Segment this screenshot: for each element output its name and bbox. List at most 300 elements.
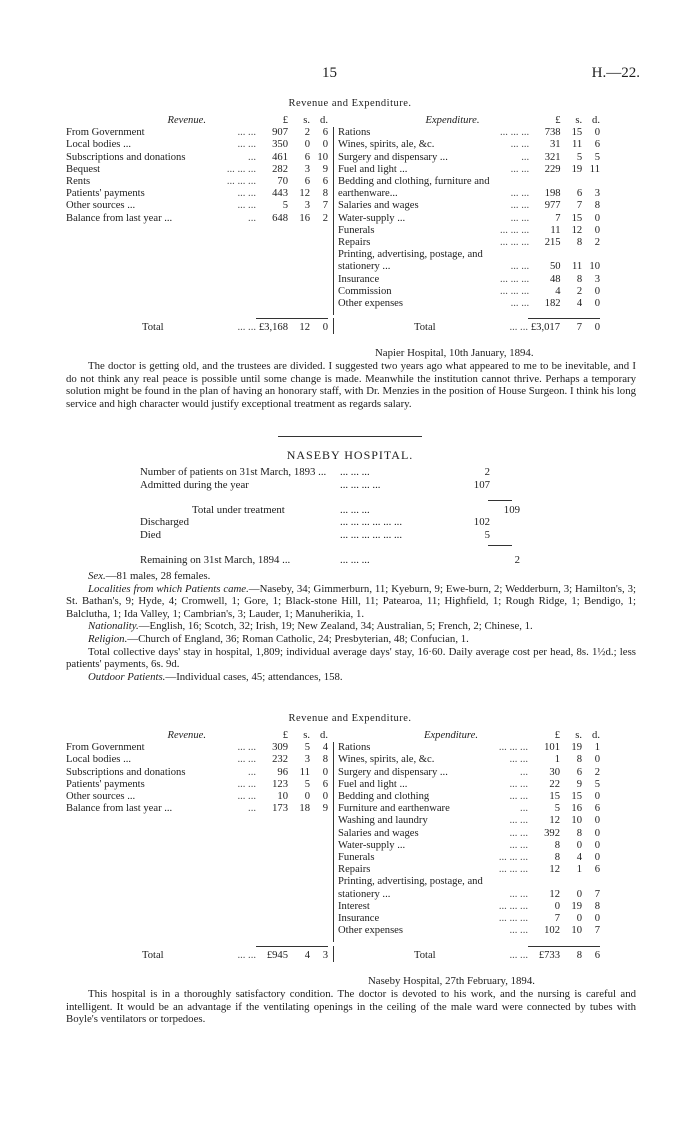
amount-pence: 1	[594, 742, 600, 754]
leader-dots: ... ...	[237, 778, 256, 790]
amount-pence	[582, 249, 600, 261]
amount-pounds: 443	[272, 188, 288, 200]
amount-pounds: £3,168	[258, 322, 288, 333]
amount-pence: 0	[322, 322, 328, 333]
leader-dots	[340, 491, 460, 504]
money-unit-heading: d.	[592, 115, 600, 126]
amount-shillings: 4	[576, 852, 582, 864]
outdoor-text: —Individual cases, 45; attendances, 158.	[165, 670, 343, 683]
expenditure-total-row	[338, 950, 600, 962]
revenue-heading-row	[66, 730, 328, 742]
leader-dots: ... ... ...	[498, 913, 528, 925]
money-unit-heading: £	[282, 115, 288, 126]
expenditure-heading-row	[338, 730, 600, 742]
stat-total	[490, 542, 520, 555]
leader-dots: ... ... ...	[500, 237, 530, 249]
amount-shillings: 3	[304, 200, 310, 212]
amount-pence: 6	[594, 864, 600, 876]
amount-pence: 0	[594, 224, 600, 236]
expenditure-row	[338, 828, 600, 840]
amount-shillings: 2	[304, 127, 310, 139]
expenditure-label: Salaries and wages	[338, 827, 419, 839]
expenditure-label: Water-supply ...	[338, 212, 406, 224]
expenditure-label: stationery ...	[338, 888, 391, 900]
revenue-table-1	[66, 115, 328, 225]
stat-label	[140, 542, 340, 555]
leader-dots	[490, 249, 530, 261]
expenditure-heading: Expenditure.	[425, 115, 480, 126]
amount-shillings: 15	[571, 127, 583, 139]
expenditure-label: Repairs	[338, 237, 371, 249]
revenue-row	[66, 200, 328, 212]
amount-shillings: 7	[576, 200, 583, 212]
expenditure-table-2	[338, 730, 600, 937]
revenue-row	[66, 127, 328, 139]
amount-shillings: 0	[576, 888, 582, 900]
money-unit-heading: £	[555, 115, 561, 126]
amount-shillings: 0	[304, 791, 310, 803]
revenue-total-label: Total	[142, 322, 164, 333]
stat-label	[140, 491, 340, 504]
expenditure-label: Rations	[338, 742, 371, 754]
leader-dots: ... ...	[237, 950, 256, 961]
signature-napier: Napier Hospital, 10th January, 1894.	[375, 347, 534, 359]
column-divider-1	[333, 127, 334, 315]
amount-pence: 5	[594, 151, 600, 163]
sex-text: —81 males, 28 females.	[105, 570, 211, 582]
outdoor-label: Outdoor Patients.	[88, 670, 166, 683]
amount-pence: 8	[322, 754, 328, 766]
stat-row	[140, 504, 520, 517]
signature-naseby: Naseby Hospital, 27th February, 1894.	[368, 975, 535, 987]
amount-pounds: 101	[544, 742, 560, 754]
expenditure-row	[338, 249, 600, 261]
revenue-row	[66, 152, 328, 164]
expenditure-label: Washing and laundry	[338, 815, 428, 827]
expenditure-row	[338, 815, 600, 827]
leader-dots: ... ...	[237, 139, 256, 151]
expenditure-heading-row	[338, 115, 600, 127]
expenditure-row	[338, 852, 600, 864]
revenue-total-1	[66, 322, 328, 334]
leader-dots: ...	[520, 803, 528, 815]
expenditure-label: Wines, spirits, ale, &c.	[338, 139, 435, 151]
amount-shillings	[561, 249, 583, 261]
expenditure-label: Insurance	[338, 913, 380, 925]
amount-shillings: 3	[304, 163, 310, 175]
money-unit-heading: s.	[303, 115, 310, 126]
expenditure-row	[338, 767, 600, 779]
revenue-row	[66, 767, 328, 779]
expenditure-row	[338, 901, 600, 913]
revenue-label: Patients' payments	[66, 188, 145, 200]
revenue-row	[66, 176, 328, 188]
leader-dots: ... ...	[509, 925, 528, 937]
leader-dots: ... ...	[237, 791, 256, 803]
leader-dots: ... ...	[509, 754, 528, 766]
money-unit-heading: s.	[575, 115, 583, 126]
leader-dots: ... ... ... ... ... ...	[340, 516, 403, 529]
amount-shillings: 11	[572, 261, 583, 273]
money-unit-heading: £	[282, 730, 288, 741]
leader-dots: ... ...	[509, 791, 528, 803]
stat-total	[490, 479, 520, 492]
amount-pounds: 173	[272, 803, 288, 815]
leader-dots: ... ...	[237, 754, 256, 766]
section-separator	[278, 436, 422, 437]
leader-dots: ... ...	[509, 322, 528, 333]
amount-pounds: 102	[544, 925, 560, 937]
amount-pounds: 738	[544, 127, 561, 139]
amount-shillings: 4	[576, 298, 583, 310]
stat-value: 2	[484, 466, 490, 478]
revenue-label: Local bodies ...	[66, 754, 132, 766]
money-unit-heading: d.	[320, 730, 328, 741]
expenditure-label: Fuel and light ...	[338, 778, 408, 790]
revenue-label: From Government	[66, 127, 145, 139]
expenditure-row	[338, 237, 600, 249]
stat-value: 5	[484, 528, 490, 541]
amount-pounds: 4	[555, 285, 561, 297]
amount-pounds: 1	[554, 754, 560, 766]
expenditure-label: Printing, advertising, postage, and	[338, 249, 483, 261]
amount-shillings: 6	[304, 151, 310, 163]
amount-pence: 0	[594, 285, 600, 297]
stat-total	[490, 466, 520, 479]
page-header	[0, 64, 700, 84]
leader-dots: ... ...	[510, 200, 530, 212]
stat-value	[460, 542, 490, 555]
revenue-heading-row	[66, 115, 328, 127]
leader-dots: ... ... ...	[498, 864, 528, 876]
expenditure-label: Water-supply ...	[338, 839, 406, 851]
revenue-heading: Revenue.	[167, 115, 206, 126]
revenue-label: Balance from last year ...	[66, 212, 173, 224]
expenditure-row	[338, 213, 600, 225]
revenue-row	[66, 213, 328, 225]
expenditure-label: Surgery and dispensary ...	[338, 151, 448, 163]
naseby-details	[66, 570, 636, 683]
amount-pence: 7	[594, 925, 600, 937]
stat-total: 109	[503, 503, 520, 516]
amount-pence: 0	[594, 791, 600, 803]
amount-pounds: 648	[272, 212, 288, 224]
amount-shillings: 8	[576, 754, 582, 766]
revenue-total-label: Total	[142, 950, 164, 961]
amount-shillings: 9	[576, 778, 582, 790]
amount-pence: 0	[594, 127, 600, 139]
amount-pounds: 8	[554, 839, 560, 851]
amount-pounds: 461	[272, 151, 288, 163]
expenditure-label: Fuel and light ...	[338, 163, 408, 175]
amount-pounds: 30	[549, 766, 560, 778]
amount-pence: 0	[594, 298, 600, 310]
leader-dots: ... ... ...	[340, 466, 370, 478]
expenditure-label: Surgery and dispensary ...	[338, 766, 448, 778]
amount-pounds: 198	[544, 188, 561, 200]
amount-pence: 0	[322, 139, 328, 151]
leader-dots: ... ... ...	[340, 554, 370, 567]
stat-total	[490, 491, 520, 504]
stat-total	[490, 516, 520, 529]
leader-dots: ... ...	[510, 261, 530, 273]
amount-pence: 2	[594, 237, 600, 249]
expenditure-total-2	[338, 950, 600, 962]
amount-pence: 8	[594, 900, 600, 912]
expenditure-label: stationery ...	[338, 261, 391, 273]
expenditure-total-label: Total	[414, 322, 436, 333]
leader-dots: ... ...	[237, 200, 256, 212]
expenditure-row	[338, 274, 600, 286]
amount-shillings: 8	[576, 950, 582, 961]
amount-pence: 0	[322, 766, 328, 778]
revenue-total-2	[66, 950, 328, 962]
revenue-table-2	[66, 730, 328, 815]
stat-value	[460, 504, 490, 517]
amount-shillings: 18	[299, 803, 310, 815]
amount-shillings: 12	[299, 322, 310, 333]
amount-pounds: 7	[555, 212, 561, 224]
religion-text: —Church of England, 36; Roman Catholic, 24; Presbyterian, 48; Confucian, 1.	[127, 632, 469, 645]
leader-dots: ... ... ...	[226, 163, 256, 175]
revenue-heading: Revenue.	[167, 730, 206, 741]
money-unit-heading: d.	[592, 730, 600, 741]
amount-pence: 7	[322, 200, 328, 212]
money-unit-heading: s.	[303, 730, 310, 741]
expenditure-row	[338, 139, 600, 151]
revenue-expenditure-title-1: Revenue and Expenditure.	[288, 98, 412, 109]
stat-value	[460, 491, 490, 504]
revenue-row	[66, 754, 328, 766]
leader-dots: ... ...	[509, 888, 528, 900]
column-divider-total-1	[333, 318, 334, 334]
amount-shillings: 0	[576, 913, 582, 925]
total-rule-exp-2	[528, 946, 600, 947]
amount-pounds: £945	[266, 950, 288, 961]
amount-pounds: 215	[544, 237, 561, 249]
stat-row	[140, 542, 520, 555]
leader-dots: ... ... ...	[500, 285, 530, 297]
naseby-hospital-title: NASEBY HOSPITAL.	[286, 448, 414, 462]
amount-pounds: 96	[277, 766, 288, 778]
amount-pounds	[528, 876, 560, 888]
expenditure-label: Other expenses	[338, 298, 404, 310]
expenditure-label: Funerals	[338, 852, 375, 864]
money-unit-heading: s.	[575, 730, 582, 741]
leader-dots: ... ... ...	[500, 127, 530, 139]
amount-shillings: 7	[576, 322, 582, 333]
amount-shillings: 2	[576, 285, 583, 297]
amount-pence: 8	[322, 188, 328, 200]
naseby-commentary: This hospital is in a thoroughly satisfactory condition. The doctor is devoted to his work, and the nursing is careful and intelligent. It would be an advantage if the ventilating openings in the ceiling of the male ward were connected by tubes with Boyle's ventilators or torpedoes.	[66, 988, 636, 1026]
leader-dots: ... ...	[509, 827, 528, 839]
stat-value: 102	[473, 516, 490, 529]
amount-shillings	[560, 876, 582, 888]
leader-dots: ...	[248, 766, 256, 778]
expenditure-row	[338, 200, 600, 212]
leader-dots: ...	[521, 151, 530, 163]
amount-shillings: 11	[299, 766, 310, 778]
amount-shillings: 3	[304, 754, 310, 766]
page-number: 15	[322, 65, 337, 81]
expenditure-row	[338, 864, 600, 876]
amount-pounds: 15	[549, 791, 560, 803]
amount-pounds: 321	[544, 151, 561, 163]
leader-dots	[488, 876, 528, 888]
expenditure-label: Bedding and clothing, furniture and	[338, 176, 490, 188]
revenue-total-row	[66, 950, 328, 962]
amount-pounds: 31	[550, 139, 561, 151]
revenue-row	[66, 742, 328, 754]
amount-pounds: 5	[282, 200, 288, 212]
stat-label: Admitted during the year	[140, 478, 249, 491]
amount-shillings: 5	[304, 742, 310, 754]
leader-dots: ... ... ... ...	[340, 478, 381, 491]
amount-pence: 6	[322, 176, 328, 188]
amount-pence: 0	[594, 839, 600, 851]
amount-pounds: 50	[550, 261, 561, 273]
amount-shillings: 11	[572, 139, 583, 151]
amount-shillings: 15	[571, 212, 583, 224]
stat-row	[140, 516, 520, 529]
expenditure-row	[338, 127, 600, 139]
leader-dots: ... ... ... ... ... ...	[340, 528, 403, 541]
amount-pence: 11	[589, 163, 600, 175]
amount-pounds: £3,017	[530, 322, 560, 333]
amount-pounds: 22	[549, 778, 560, 790]
amount-pounds: 309	[272, 742, 288, 754]
leader-dots: ... ...	[237, 742, 256, 754]
revenue-row	[66, 791, 328, 803]
amount-pounds	[529, 176, 560, 188]
expenditure-row	[338, 925, 600, 937]
stat-row	[140, 529, 520, 542]
amount-pounds: 11	[550, 224, 561, 236]
amount-pounds: 10	[277, 791, 288, 803]
leader-dots: ... ... ...	[500, 273, 530, 285]
leader-dots	[340, 542, 460, 555]
stats-rule-2	[488, 545, 512, 546]
amount-shillings: 6	[304, 176, 310, 188]
amount-pence: 2	[322, 212, 328, 224]
expenditure-label: Funerals	[338, 224, 375, 236]
amount-pence: 6	[594, 139, 600, 151]
total-rule-rev-1	[256, 318, 328, 319]
stat-total	[490, 529, 520, 542]
amount-shillings: 15	[571, 791, 582, 803]
expenditure-row	[338, 261, 600, 273]
amount-pence: 6	[322, 127, 328, 139]
amount-shillings: 8	[576, 827, 582, 839]
amount-pence	[582, 876, 600, 888]
revenue-label: Subscriptions and donations	[66, 766, 186, 778]
amount-pence: 0	[594, 212, 600, 224]
amount-pence: 0	[594, 754, 600, 766]
expenditure-heading: Expenditure.	[423, 730, 478, 741]
expenditure-label: Insurance	[338, 273, 380, 285]
amount-shillings: 0	[304, 139, 310, 151]
amount-shillings: 8	[576, 273, 583, 285]
leader-dots: ... ...	[237, 322, 256, 333]
expenditure-row	[338, 225, 600, 237]
expenditure-label: Repairs	[338, 864, 371, 876]
amount-pence	[582, 176, 600, 188]
stats-rule-1	[488, 500, 512, 501]
leader-dots: ... ... ...	[498, 852, 528, 864]
revenue-expenditure-title-2: Revenue and Expenditure.	[288, 713, 412, 724]
nationality-text: —English, 16; Scotch, 32; Irish, 19; New Zealand, 34; Australian, 5; French, 2; Chinese, 1.	[138, 620, 533, 633]
leader-dots: ... ...	[509, 839, 528, 851]
amount-pence: 7	[594, 888, 600, 900]
expenditure-total-label: Total	[414, 950, 436, 961]
revenue-row	[66, 803, 328, 815]
leader-dots	[490, 176, 530, 188]
stat-label: Discharged	[140, 516, 189, 529]
amount-pounds: 907	[272, 127, 288, 139]
amount-pounds: 392	[544, 827, 560, 839]
stat-row	[140, 554, 520, 567]
leader-dots: ...	[248, 212, 256, 224]
amount-pounds: 0	[554, 900, 560, 912]
amount-shillings: 16	[299, 212, 310, 224]
amount-shillings: 1	[576, 864, 582, 876]
leader-dots: ... ...	[510, 298, 530, 310]
napier-commentary: The doctor is getting old, and the trustees are divided. I suggested two years ago what appeared to me to be inevitable, and I do not think any real peace is possible until some change is made. Meanwhile the institution cannot thrive. Perhaps a temporary solution might be found in the plan of having an honorary staff, with Dr. Menzies in the position of House Surgeon. I think his long service and high character would justify exceptional treatment as regards salary.	[66, 360, 636, 410]
amount-pounds: 5	[554, 803, 560, 815]
leader-dots: ... ...	[509, 778, 528, 790]
amount-shillings: 19	[571, 742, 582, 754]
expenditure-row	[338, 298, 600, 310]
stat-value	[460, 554, 490, 567]
amount-pounds: 12	[549, 888, 560, 900]
amount-shillings: 10	[571, 815, 582, 827]
expenditure-label: Rations	[338, 127, 371, 139]
amount-pence: 3	[594, 188, 600, 200]
amount-pounds: 977	[544, 200, 561, 212]
expenditure-row	[338, 188, 600, 200]
amount-pence: 9	[322, 163, 328, 175]
stat-row	[140, 466, 520, 479]
expenditure-label: Salaries and wages	[338, 200, 419, 212]
leader-dots: ... ...	[237, 127, 256, 139]
nationality-label: Nationality.	[88, 620, 139, 633]
amount-pence: 9	[322, 803, 328, 815]
amount-pounds: 232	[272, 754, 288, 766]
stat-label: Total under treatment	[192, 503, 285, 516]
expenditure-row	[338, 876, 600, 888]
amount-pounds: 12	[549, 864, 560, 876]
stat-label: Remaining on 31st March, 1894 ...	[140, 554, 291, 567]
expenditure-row	[338, 913, 600, 925]
amount-pence: 0	[322, 791, 328, 803]
amount-shillings: 8	[576, 237, 583, 249]
stat-value: 107	[473, 478, 490, 491]
amount-pence: 3	[322, 950, 328, 961]
amount-pence: 4	[322, 742, 328, 754]
amount-pounds: 70	[277, 176, 288, 188]
leader-dots: ... ... ...	[226, 176, 256, 188]
revenue-row	[66, 779, 328, 791]
amount-pounds	[529, 249, 560, 261]
amount-shillings: 6	[576, 188, 583, 200]
patient-statistics-table	[140, 466, 520, 567]
expenditure-label: Commission	[338, 285, 392, 297]
expenditure-label: Printing, advertising, postage, and	[338, 876, 483, 888]
leader-dots: ...	[248, 803, 256, 815]
expenditure-row	[338, 164, 600, 176]
revenue-label: From Government	[66, 742, 145, 754]
stat-total: 2	[514, 554, 520, 567]
